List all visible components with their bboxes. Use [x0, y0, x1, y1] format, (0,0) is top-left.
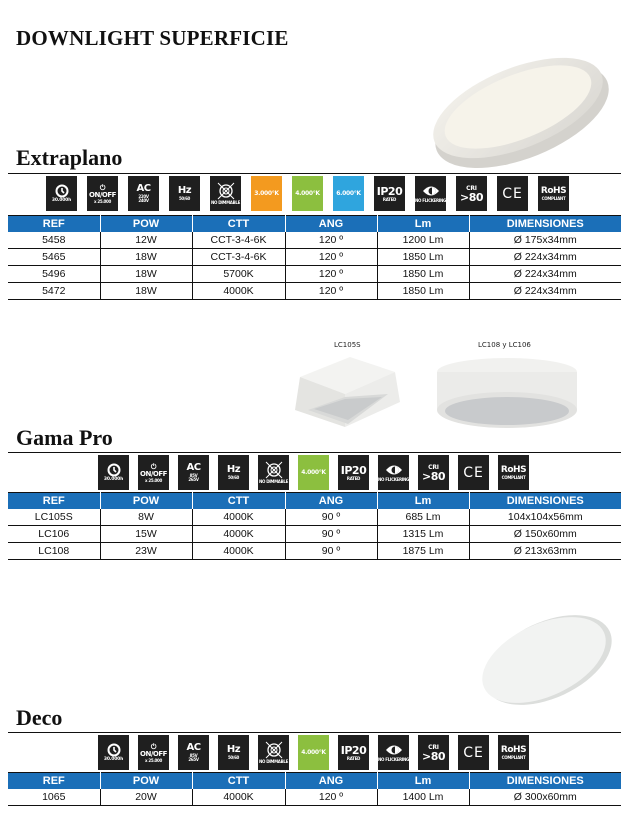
col-ref: REF — [8, 493, 100, 509]
rohs-badge: RoHS COMPLIANT — [498, 735, 529, 770]
section-title-deco: Deco — [16, 705, 63, 730]
power-icon: ⏻ — [150, 462, 157, 471]
table-row: LC105S 8W 4000K 90 º 685 Lm 104x104x56mm — [8, 509, 621, 526]
onoff-cycles-badge: ⏻ ON/OFF x 25.000 — [138, 455, 169, 490]
ac-voltage-badge: AC 85V 265V — [178, 735, 209, 770]
section-divider — [8, 452, 621, 453]
table-header-row — [8, 493, 621, 509]
col-ang: ANG — [285, 216, 377, 232]
col-ang: ANG — [285, 773, 377, 789]
no-flicker-badge: NO FLICKERING — [415, 176, 446, 211]
col-lm: Lm — [377, 773, 469, 789]
col-ctt: CTT — [192, 216, 285, 232]
feature-icons-gama-pro — [98, 455, 529, 490]
lifetime-badge: 30.000h — [98, 735, 129, 770]
col-pow: POW — [100, 216, 192, 232]
spec-table-gama-pro — [8, 492, 621, 560]
frequency-badge: Hz 50/60 — [218, 735, 249, 770]
eye-icon — [385, 463, 403, 477]
page-title: DOWNLIGHT SUPERFICIE — [16, 26, 289, 50]
ip20-badge: IP20 RATED — [338, 455, 369, 490]
ip20-badge: IP20 RATED — [374, 176, 405, 211]
no-dimmable-badge: NO DIMMABLE — [258, 455, 289, 490]
no-dimmable-badge: NO DIMMABLE — [258, 735, 289, 770]
col-pow: POW — [100, 773, 192, 789]
col-dimensiones: DIMENSIONES — [469, 216, 621, 232]
cri-badge: CRI >80 — [418, 455, 449, 490]
spec-table-deco — [8, 772, 621, 806]
onoff-cycles-badge: ⏻ ON/OFF x 25.000 — [138, 735, 169, 770]
frequency-badge: Hz 50/60 — [218, 455, 249, 490]
table-row: 1065 20W 4000K 120 º 1400 Lm Ø 300x60mm — [8, 789, 621, 806]
ce-badge: CE — [458, 735, 489, 770]
section-title-gama-pro: Gama Pro — [16, 425, 113, 450]
color-temp-4000k-badge: 4.000°K — [298, 735, 329, 770]
col-lm: Lm — [377, 493, 469, 509]
ip20-badge: IP20 RATED — [338, 735, 369, 770]
table-row: LC108 23W 4000K 90 º 1875 Lm Ø 213x63mm — [8, 543, 621, 560]
no-flicker-badge: NO FLICKERING — [378, 455, 409, 490]
table-row: 5458 12W CCT-3-4-6K 120 º 1200 Lm Ø 175x34mm — [8, 232, 621, 249]
no-dimmable-icon — [265, 741, 283, 759]
ce-badge: CE — [458, 455, 489, 490]
lifetime-badge: 30.000h — [46, 176, 77, 211]
table-row: LC106 15W 4000K 90 º 1315 Lm Ø 150x60mm — [8, 526, 621, 543]
table-header-row — [8, 773, 621, 789]
lifetime-badge: 30.000h — [98, 455, 129, 490]
rohs-badge: RoHS COMPLIANT — [538, 176, 569, 211]
col-ctt: CTT — [192, 493, 285, 509]
spec-table-extraplano — [8, 215, 621, 300]
lc108-lc106-product-image — [432, 352, 582, 432]
color-temp-6000k-badge: 6.000°K — [333, 176, 364, 211]
frequency-badge: Hz 50/60 — [169, 176, 200, 211]
rohs-badge: RoHS COMPLIANT — [498, 455, 529, 490]
col-ctt: CTT — [192, 773, 285, 789]
eye-icon — [385, 743, 403, 757]
onoff-cycles-badge: ⏻ ON/OFF x 25.000 — [87, 176, 118, 211]
ac-voltage-badge: AC 85V 265V — [178, 455, 209, 490]
section-divider — [8, 173, 621, 174]
col-dimensiones: DIMENSIONES — [469, 493, 621, 509]
table-row: 5472 18W 4000K 120 º 1850 Lm Ø 224x34mm — [8, 283, 621, 300]
extraplano-product-image — [420, 50, 620, 175]
deco-product-image — [470, 608, 620, 708]
ce-badge: CE — [497, 176, 528, 211]
image-caption-lc105s: LC105S — [334, 341, 361, 349]
no-dimmable-icon — [265, 461, 283, 479]
color-temp-4000k-badge: 4.000°K — [292, 176, 323, 211]
lc105s-product-image — [290, 352, 405, 432]
no-dimmable-icon — [217, 182, 235, 200]
ac-voltage-badge: AC 220V 240V — [128, 176, 159, 211]
section-title-extraplano: Extraplano — [16, 145, 123, 170]
eye-icon — [422, 184, 440, 198]
power-icon: ⏻ — [99, 183, 106, 192]
col-ang: ANG — [285, 493, 377, 509]
clock-icon — [107, 743, 121, 757]
cri-badge: CRI >80 — [456, 176, 487, 211]
table-header-row — [8, 216, 621, 232]
section-divider — [8, 732, 621, 733]
col-ref: REF — [8, 216, 100, 232]
no-flicker-badge: NO FLICKERING — [378, 735, 409, 770]
image-caption-lc108-lc106: LC108 y LC106 — [478, 341, 531, 349]
col-lm: Lm — [377, 216, 469, 232]
color-temp-4000k-badge: 4.000°K — [298, 455, 329, 490]
clock-icon — [107, 463, 121, 477]
col-dimensiones: DIMENSIONES — [469, 773, 621, 789]
col-pow: POW — [100, 493, 192, 509]
table-row: 5496 18W 5700K 120 º 1850 Lm Ø 224x34mm — [8, 266, 621, 283]
col-ref: REF — [8, 773, 100, 789]
power-icon: ⏻ — [150, 742, 157, 751]
cri-badge: CRI >80 — [418, 735, 449, 770]
no-dimmable-badge: NO DIMMABLE — [210, 176, 241, 211]
feature-icons-deco — [98, 735, 529, 770]
color-temp-3000k-badge: 3.000°K — [251, 176, 282, 211]
feature-icons-extraplano — [46, 176, 569, 211]
table-row: 5465 18W CCT-3-4-6K 120 º 1850 Lm Ø 224x34mm — [8, 249, 621, 266]
clock-icon — [55, 184, 69, 198]
